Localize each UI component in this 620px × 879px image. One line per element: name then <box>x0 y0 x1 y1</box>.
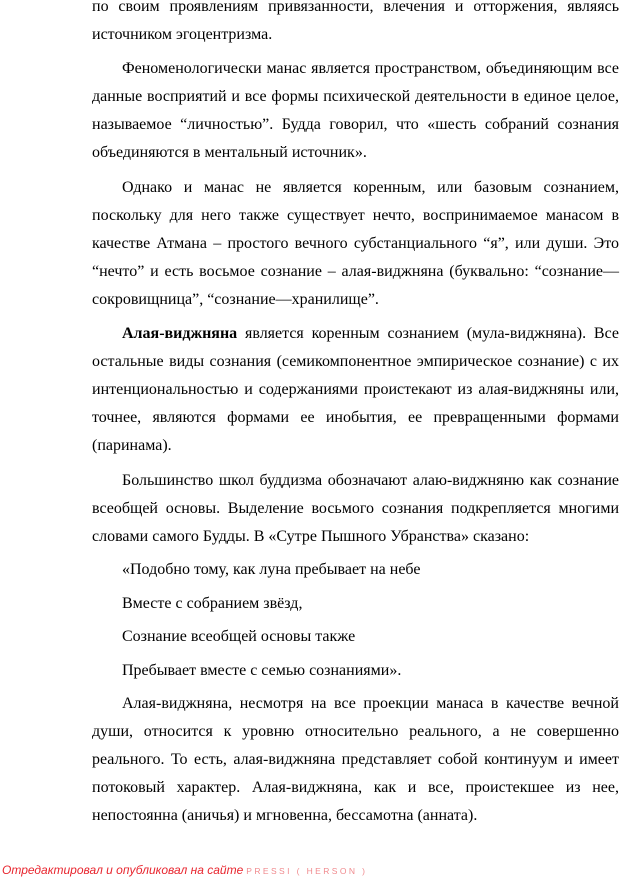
footer-site-link[interactable]: PRESSI ( HERSON ) <box>246 866 368 876</box>
verse-line: Сознание всеобщей основы также <box>122 628 356 646</box>
document-body <box>92 0 619 831</box>
paragraph: Алая-виджняна, несмотря на все проекции манаса в качестве вечной души, относится к уровню относительно реального, а не совершенно реального. То есть, алая-виджняна представляет собой континуум и имеет потоковый характер. Алая-виджняна, как и все, проистекшее из нее, непостоянна (аничья) и мгновенна, бессамотна (анната). <box>92 695 619 825</box>
footer-credit <box>2 863 367 878</box>
paragraph-text: является коренным сознанием (мула-виджняна). Все остальные виды сознания (семикомпонентное эмпирическое сознание) с их интенциональностью и содержаниями проистекают из алая-виджняны или, точнее, являются формами ее инобытия, ее превращенными формами (паринама). <box>92 325 619 455</box>
paragraph: по своим проявлениям привязанности, влечения и отторжения, являясь источником эгоцентризма. <box>92 0 619 44</box>
paragraph: Большинство школ буддизма обозначают алаю-виджняню как сознание всеобщей основы. Выделение восьмого сознания подкрепляется многими словами самого Будды. В «Сутре Пышного Убранства» сказано: <box>92 471 619 545</box>
paragraph: Однако и манас не является коренным, или базовым сознанием, поскольку для него также существует нечто, воспринимаемое манасом в качестве Атмана – простого вечного субстанциального “я”, или души. Это “нечто” и есть восьмое сознание – алая-виджняна (буквально: “сознание—сокровищница”, “сознание—хранилище”. <box>92 178 619 308</box>
term-alaya-vijnana: Алая-виджняна <box>122 325 238 343</box>
verse-line: Вместе с собранием звёзд, <box>122 594 303 612</box>
verse-line: Пребывает вместе с семью сознаниями». <box>122 661 402 679</box>
footer-credit-text: Отредактировал и опубликовал на сайте <box>2 863 244 877</box>
paragraph: Феноменологически манас является пространством, объединяющим все данные восприятий и все формы психической деятельности в единое целое, называемое “личностью”. Будда говорил, что «шесть собраний сознания объединяются в ментальный источник». <box>92 60 619 162</box>
verse-line: «Подобно тому, как луна пребывает на небе <box>122 561 421 579</box>
paragraph <box>92 320 619 460</box>
